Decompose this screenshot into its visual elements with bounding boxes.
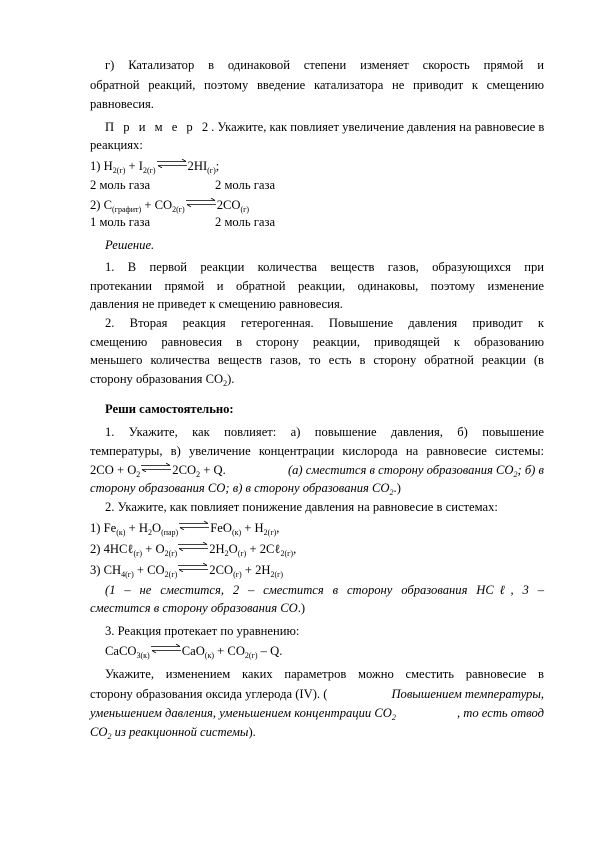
task2-answer-line-2: сместится в сторону образования CO.) <box>90 601 306 615</box>
task3-text-line-1: Укажите, изменением каких параметров можно сместить равновесие в <box>105 667 544 681</box>
task1-line-1: 1. Укажите, как повлияет: а) повышение давления, б) повышение <box>105 425 544 439</box>
solution-label: Решение. <box>105 238 155 252</box>
solution-line-2: протекании прямой и обратной реакции, одинаковы, поэтому изменение <box>90 279 544 293</box>
task2-reaction-3: 3) $CH_{4(г)} + CO_{2(г)}$ $2CO_{(г)} + 2H_{2(г)}$ <box>90 563 284 579</box>
equilibrium-arrows-icon <box>178 563 208 572</box>
solution-line-1: 1. В первой реакции количества веществ газов, образующихся при <box>105 260 544 274</box>
task2-reaction-1: 1) $Fe_{(к)} + H_2O_{(пар)}$ $FeO_{(к)} + H_{2(г)}$, <box>90 521 280 537</box>
self-study-heading: Реши самостоятельно: <box>105 402 234 416</box>
equilibrium-arrows-icon <box>157 159 187 168</box>
task1-answer-line: сторону образования CO; в) в сторону образования $CO_2$.) <box>90 481 401 497</box>
task1-equation-line: $2CO + O_2$ $2CO_2 + Q$. (а) сместится в сторону образования $CO_2$; б) в <box>90 463 544 479</box>
gas-amount-left: 1 моль газа <box>90 215 151 229</box>
task3-text-line-2: сторону образования оксида углерода (IV). ( Повышением температуры, <box>90 687 544 701</box>
task3-line: 3. Реакция протекает по уравнению: <box>105 624 300 638</box>
equilibrium-arrows-icon <box>186 198 216 207</box>
solution-line-7: сторону образования $CO_2$). <box>90 372 235 388</box>
solution-line-6: меньшего количества веществ газов, то есть в сторону обратной реакции (в <box>90 353 544 367</box>
task3-text-line-3: уменьшением давления, уменьшением концентрации $CO_2$ , то есть отвод <box>90 706 544 722</box>
equilibrium-arrows-icon <box>179 521 209 530</box>
solution-line-3: давления не приведет к смещению равновесия. <box>90 297 343 311</box>
task3-equation: CaCO$_{3(к)}$ $CaO_{(к)} + CO_{2(г)} - Q$. <box>105 644 283 660</box>
equilibrium-arrows-icon <box>151 644 181 653</box>
task2-line: 2. Укажите, как повлияет понижение давления на равновесие в системах: <box>105 500 498 514</box>
example2-label: П р и м е р 2. <box>105 120 218 134</box>
reaction-1: 1) $H_{2(г)} + I_{2(г)}$ $2HI_{(г)}$; <box>90 159 220 175</box>
example2-line-2: реакциях: <box>90 138 143 152</box>
gas-amount-right: 2 моль газа <box>215 215 276 229</box>
task2-answer-line-1: (1 – не сместится, 2 – сместится в сторону образования HCℓ, 3 – <box>105 583 544 597</box>
example2-text: Укажите, как повлияет увеличение давления на равновесие в <box>217 120 545 134</box>
task3-text-line-4: $CO_2$ из реакционной системы). <box>90 725 256 741</box>
equilibrium-arrows-icon <box>141 463 171 472</box>
catalyst-line-3: равновесия. <box>90 97 154 111</box>
reaction-2: 2) $C_{(графит)} + CO_{2(г)}$ $2CO_{(г)}$ <box>90 198 250 214</box>
example2-line-1 <box>105 119 544 136</box>
gas-amount-left: 2 моль газа <box>90 178 151 192</box>
solution-line-5: смещению равновесия в сторону реакции, приводящей к образованию <box>90 335 544 349</box>
catalyst-line-2: обратной реакций, поэтому введение катализатора не приводит к смещению <box>90 78 544 92</box>
task2-reaction-2: 2) 4HCℓ$_{(г)}$ + $O_{2(г)}$ $2H_2O_{(г)}$ + 2Cℓ$_{2(г)}$, <box>90 542 297 558</box>
equilibrium-arrows-icon <box>178 542 208 551</box>
reaction-1-gas-amounts <box>90 177 544 194</box>
gas-amount-right: 2 моль газа <box>215 178 276 192</box>
catalyst-line-1: г) Катализатор в одинаковой степени изменяет скорость прямой и <box>105 58 544 72</box>
solution-line-4: 2. Вторая реакция гетерогенная. Повышение давления приводит к <box>105 316 544 330</box>
task1-line-2: температуры, в) увеличение концентрации кислорода на равновесие системы: <box>90 444 544 458</box>
reaction-2-gas-amounts <box>90 214 544 231</box>
